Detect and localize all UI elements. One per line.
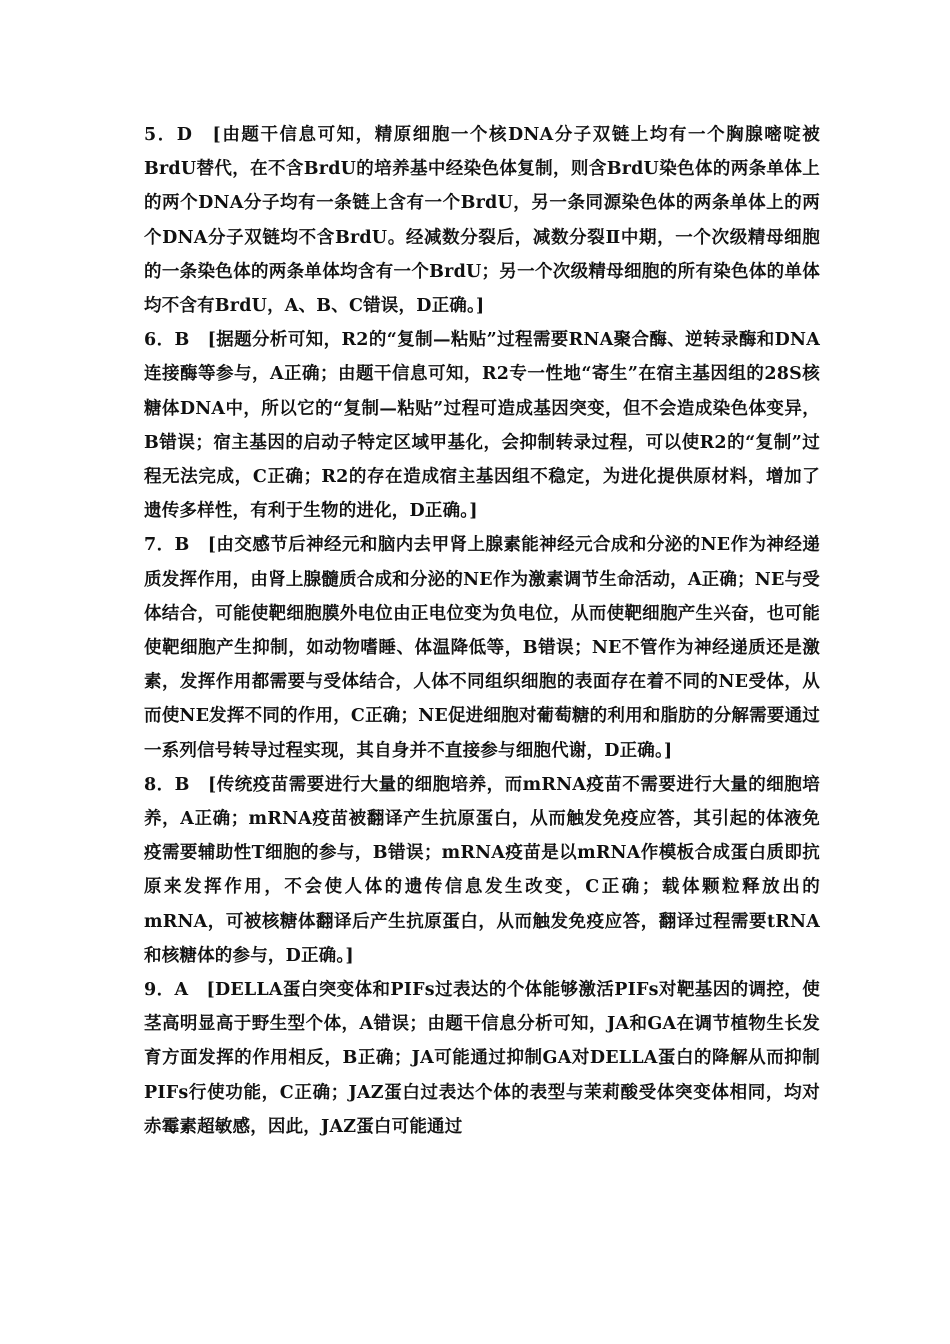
answer-8 [144,768,820,973]
answer-number: 6．B [144,330,190,351]
answer-explanation: [由交感节后神经元和脑内去甲肾上腺素能神经元合成和分泌的NE作为神经递质发挥作用，由肾上腺髓质合成和分泌的NE作为激素调节生命活动，A正确；NE与受体结合，可能使靶细胞膜外电位由正电位变为负电位，从而使靶细胞产生兴奋，也可能使靶细胞产生抑制，如动物嗜睡、体温降低等，B错误；NE不管作为神经递质还是激素，发挥作用都需要与受体结合，人体不同组织细胞的表面存在着不同的NE受体，从而使NE发挥不同的作用，C正确；NE促进细胞对葡萄糖的利用和脂肪的分解需要通过一系列信号转导过程实现，其自身并不直接参与细胞代谢，D正确。] [144,535,820,761]
answer-explanation: [传统疫苗需要进行大量的细胞培养，而mRNA疫苗不需要进行大量的细胞培养，A正确；mRNA疫苗被翻译产生抗原蛋白，从而触发免疫应答，其引起的体液免疫需要辅助性T细胞的参与，B错误；mRNA疫苗是以mRNA作模板合成蛋白质即抗原来发挥作用，不会使人体的遗传信息发生改变，C正确；载体颗粒释放出的mRNA，可被核糖体翻译后产生抗原蛋白，从而触发免疫应答，翻译过程需要tRNA和核糖体的参与，D正确。] [144,774,820,966]
answer-6 [144,323,820,528]
answer-explanation: [据题分析可知，R2的“复制—粘贴”过程需要RNA聚合酶、逆转录酶和DNA连接酶等参与，A正确；由题干信息可知，R2专一性地“寄生”在宿主基因组的28S核糖体DNA中，所以它的“复制—粘贴”过程可造成基因突变，但不会造成染色体变异，B错误；宿主基因的启动子特定区域甲基化，会抑制转录过程，可以使R2的“复制”过程无法完成，C正确；R2的存在造成宿主基因组不稳定，为进化提供原材料，增加了遗传多样性，有利于生物的进化，D正确。] [144,330,820,522]
answer-number: 7．B [144,535,190,556]
answer-7 [144,528,820,767]
answer-explanation: [DELLA蛋白突变体和PIFs过表达的个体能够激活PIFs对靶基因的调控，使茎高明显高于野生型个体，A错误；由题干信息分析可知，JA和GA在调节植物生长发育方面发挥的作用相反，B正确；JA可能通过抑制GA对DELLA蛋白的降解从而抑制PIFs行使功能，C正确；JAZ蛋白过表达个体的表型与茉莉酸受体突变体相同，均对赤霉素超敏感，因此，JAZ蛋白可能通过 [144,980,821,1137]
answer-explanation: [由题干信息可知，精原细胞一个核DNA分子双链上均有一个胸腺嘧啶被BrdU替代，在不含BrdU的培养基中经染色体复制，则含BrdU染色体的两条单体上的两个DNA分子均有一条链上含有一个BrdU，另一条同源染色体的两条单体上的两个DNA分子双链均不含BrdU。经减数分裂后，减数分裂Ⅱ中期，一个次级精母细胞的一条染色体的两条单体均含有一个BrdU；另一个次级精母细胞的所有染色体的单体均不含有BrdU，A、B、C错误，D正确。] [144,125,820,317]
answer-explanations [144,118,820,1144]
answer-number: 9．A [144,980,189,1001]
answer-5 [144,118,820,323]
answer-number: 5．D [144,125,193,145]
answer-number: 8．B [144,774,190,795]
answer-9 [144,973,820,1144]
